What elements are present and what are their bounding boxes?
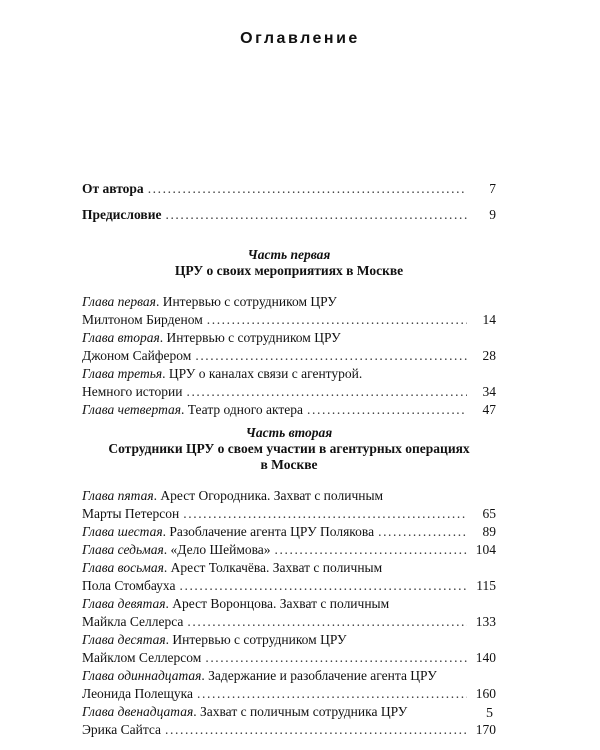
toc-page-number: 14 — [482, 312, 496, 327]
toc-page-number: 28 — [482, 348, 496, 363]
chapter-label: Глава восьмая — [82, 560, 164, 575]
chapter-title-continued: Майклом Селлерсом — [82, 650, 202, 665]
dot-leader — [148, 180, 467, 198]
chapter-title: Интервью с сотрудником ЦРУ — [166, 330, 341, 345]
chapter-label: Глава шестая — [82, 524, 163, 539]
chapter-title: Арест Воронцова. Захват с поличным — [172, 596, 390, 611]
chapter-label: Глава седьмая — [82, 542, 164, 557]
chapter-title-continued: Эрика Сайтса — [82, 722, 162, 737]
chapter-title: Задержание и разоблачение агента ЦРУ — [208, 668, 437, 683]
chapter-title: Арест Толкачёва. Захват с поличным — [170, 560, 383, 575]
toc-page-number: 170 — [475, 722, 496, 737]
chapter-label: Глава первая — [82, 294, 156, 309]
toc-entry-from-author[interactable] — [82, 180, 496, 198]
chapter-label: Глава вторая — [82, 330, 160, 345]
toc-chapter-11[interactable]: Глава одиннадцатая. Задержание и разоблачение агента ЦРУ Леонида Полещука ..... 160 — [82, 667, 496, 703]
chapter-label: Глава десятая — [82, 632, 166, 647]
dot-leader — [378, 523, 467, 541]
chapter-title-continued: Милтоном Бирденом — [82, 312, 203, 327]
toc-page-number: 160 — [475, 686, 496, 701]
toc-entry-title: Предисловие — [82, 207, 162, 222]
chapter-label: Глава одиннадцатая — [82, 668, 202, 683]
toc-chapter-5[interactable]: Глава пятая. Арест Огородника. Захват с поличным Марты Петерсон ..... 65 — [82, 487, 496, 523]
part-title-line-2: в Москве — [260, 457, 318, 472]
part-label: Часть первая — [247, 247, 331, 262]
chapter-title-continued: Джоном Сайфером — [82, 348, 192, 363]
dot-leader — [195, 347, 467, 365]
part-label: Часть вторая — [245, 425, 333, 440]
chapter-title: Захват с поличным сотрудника ЦРУ — [199, 704, 408, 719]
dot-leader — [205, 649, 467, 667]
chapter-label: Глава девятая — [82, 596, 166, 611]
chapter-label: Глава двенадцатая — [82, 704, 194, 719]
dot-leader — [165, 206, 467, 224]
chapter-title: «Дело Шеймова» — [170, 542, 271, 557]
toc-chapter-4[interactable]: Глава четвертая. Театр одного актера ..... 47 — [82, 401, 496, 419]
chapter-title-continued: Марты Петерсон — [82, 506, 180, 521]
toc-chapter-2[interactable]: Глава вторая. Интервью с сотрудником ЦРУ Джоном Сайфером ..... 28 — [82, 329, 496, 365]
dot-leader — [165, 721, 467, 739]
part-title: ЦРУ о своих мероприятиях в Москве — [174, 263, 404, 278]
toc-chapter-9[interactable]: Глава девятая. Арест Воронцова. Захват с поличным Майкла Селлерса ..... 133 — [82, 595, 496, 631]
chapter-label: Глава третья — [82, 366, 163, 381]
toc-chapter-6[interactable]: Глава шестая. Разоблачение агента ЦРУ Полякова ..... 89 — [82, 523, 496, 541]
toc-page-number: 34 — [482, 384, 496, 399]
toc-page-number: 65 — [482, 506, 496, 521]
toc-page-number: 140 — [475, 650, 496, 665]
page-number: 5 — [486, 706, 493, 721]
part-title: Сотрудники ЦРУ о своем участии в агентурных операциях — [108, 441, 470, 456]
chapter-title-continued: Пола Стомбауха — [82, 578, 176, 593]
toc-page-number: 47 — [482, 402, 496, 417]
page-title: Оглавление — [240, 30, 360, 47]
chapter-title: Арест Огородника. Захват с поличным — [160, 488, 384, 503]
dot-leader — [307, 401, 467, 419]
toc-page-number: 9 — [489, 207, 496, 222]
dot-leader — [180, 577, 468, 595]
chapter-label: Глава пятая — [82, 488, 154, 503]
dot-leader — [207, 311, 467, 329]
toc-page-number: 104 — [475, 542, 496, 557]
toc-entry-preface[interactable] — [82, 206, 496, 224]
dot-leader — [183, 505, 467, 523]
toc-chapter-8[interactable]: Глава восьмая. Арест Толкачёва. Захват с поличным Пола Стомбауха ..... 115 — [82, 559, 496, 595]
chapter-title-continued: Леонида Полещука — [82, 686, 194, 701]
toc-chapter-10[interactable]: Глава десятая. Интервью с сотрудником ЦРУ Майклом Селлерсом ..... 140 — [82, 631, 496, 667]
chapter-title: Интервью с сотрудником ЦРУ — [172, 632, 347, 647]
chapter-label: Глава четвертая — [82, 402, 182, 417]
toc-part-one — [82, 246, 496, 419]
toc-page-number: 7 — [489, 181, 496, 196]
toc-entry-title: От автора — [82, 181, 144, 196]
dot-leader — [187, 613, 467, 631]
toc-page-number: 133 — [475, 614, 496, 629]
chapter-title-continued: Майкла Селлерса — [82, 614, 184, 629]
chapter-title: ЦРУ о каналах связи с агентурой. — [168, 366, 363, 381]
toc-chapter-3[interactable]: Глава третья. ЦРУ о каналах связи с агентурой. Немного истории ..... 34 — [82, 365, 496, 401]
toc-chapter-12[interactable]: Глава двенадцатая. Захват с поличным сотрудника ЦРУ Эрика Сайтса ..... 170 — [82, 703, 496, 739]
toc-chapter-1[interactable]: Глава первая. Интервью с сотрудником ЦРУ Милтоном Бирденом ..... 14 — [82, 293, 496, 329]
toc-chapter-7[interactable]: Глава седьмая. «Дело Шеймова» ..... 104 — [82, 541, 496, 559]
dot-leader — [197, 685, 467, 703]
toc-page-number: 115 — [476, 578, 496, 593]
toc-part-two — [82, 424, 496, 739]
dot-leader — [275, 541, 467, 559]
toc-page-number: 89 — [482, 524, 496, 539]
dot-leader — [186, 383, 467, 401]
toc-front-matter — [82, 180, 496, 224]
chapter-title-continued: Немного истории — [82, 384, 183, 399]
chapter-title: Театр одного актера — [187, 402, 304, 417]
chapter-title: Интервью с сотрудником ЦРУ — [162, 294, 337, 309]
chapter-title: Разоблачение агента ЦРУ Полякова — [169, 524, 375, 539]
